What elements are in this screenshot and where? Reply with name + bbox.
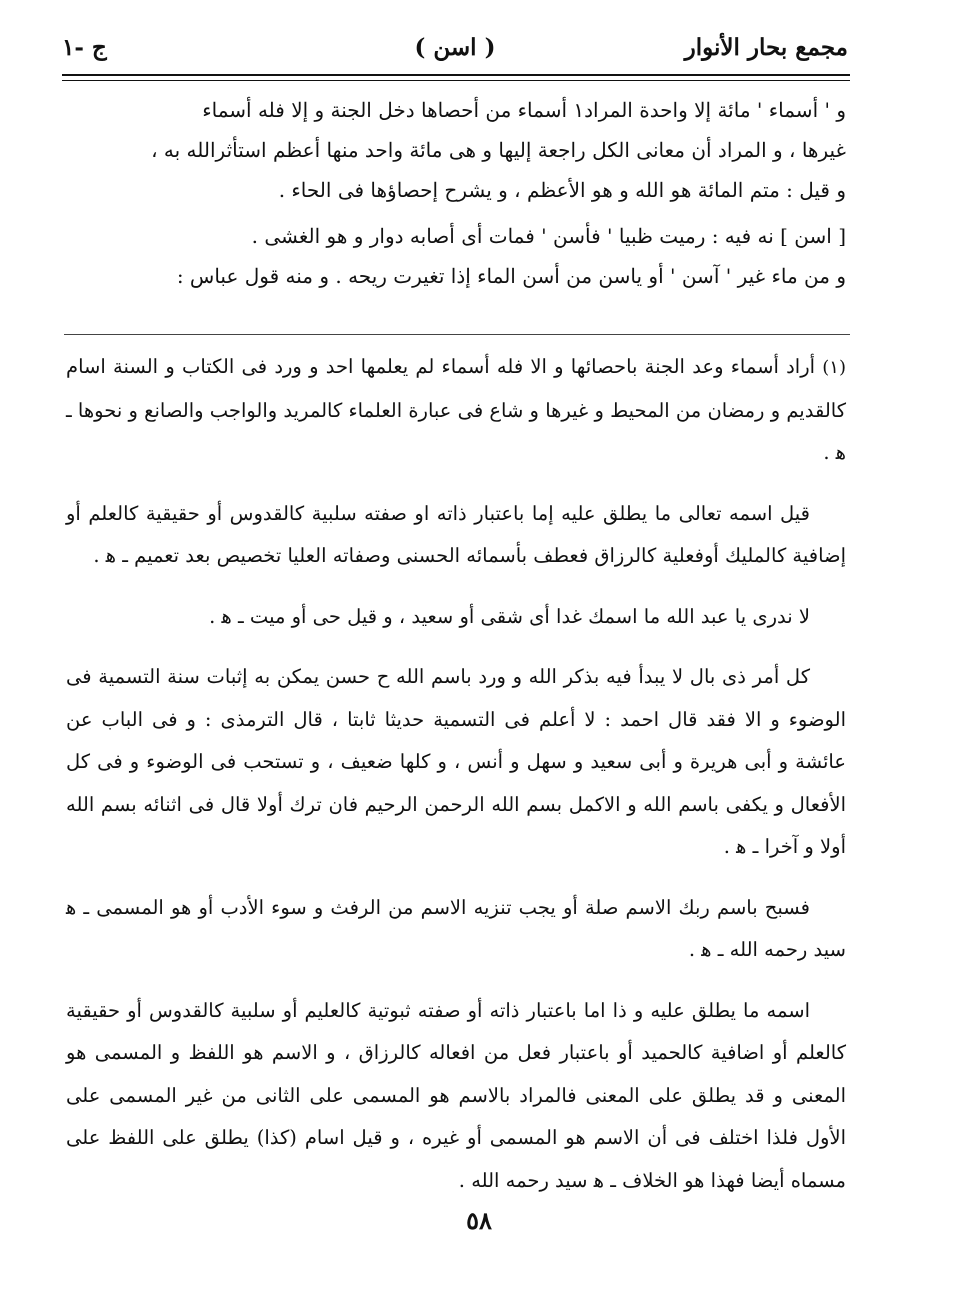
entry-ref: نه xyxy=(751,224,774,248)
footnote: فسبح باسم ربك الاسم صلة أو يجب تنزيه الاسم من الرفث و سوء الأدب أو هو المسمى ـ ﻫ سيد رحمه الله ـ ﻫ . xyxy=(66,895,846,961)
footnote-separator xyxy=(64,334,850,335)
footnote-number: (١) xyxy=(822,357,846,378)
entry-headword: [ اسن ] xyxy=(780,224,846,248)
entry-paragraph xyxy=(66,216,846,256)
main-line: و ' أسماء ' مائة إلا واحدة المراد١ أسماء من أحصاها دخل الجنة و إلا فله أسماء xyxy=(202,98,846,122)
volume-number: ج -١ xyxy=(62,34,107,61)
main-text xyxy=(66,90,846,296)
footnote xyxy=(66,346,846,475)
footnote: قيل اسمه تعالى ما يطلق عليه إما باعتبار ذاته او صفته سلبية كالقدوس أو حقيقية كالعلم أو إضافية كالمليك أوفعلية كالرزاق فعطف بأسمائه الحسنى وصفاته العليا تخصيص بعد تعميم ـ ﻫ . xyxy=(66,501,846,567)
main-line: فيه : رميت ظبيا ' فأسن ' فمات أى أصابه دوار و هو الغشى . xyxy=(251,224,752,248)
footnote: كل أمر ذى بال لا يبدأ فيه بذكر الله و ورد باسم الله ح حسن يمكن به إثبات سنة التسمية فى الوضوء و الا فقد قال احمد : لا أعلم فى التسمية حديثا ثابتا ، قال الترمذى : و فى الباب عن عائشة و أبى هريرة و أبى سعيد و سهل و أنس ، و كلها ضعيف ، و تستحب فى الوضوء و فى كل الأفعال و يكفى باسم الله و الاكمل بسم الله الرحمن الرحيم فان ترك أولا قال فى اثنائه بسم الله أولا و آخرا ـ ﻫ . xyxy=(66,665,846,858)
book-title: مجمع بحار الأنوار xyxy=(684,34,848,61)
main-line: و من ماء غير ' آسن ' أو ياسن من أسن الماء إذا تغيرت ريحه . و منه قول عباس : xyxy=(176,264,846,288)
footnotes xyxy=(66,346,846,1220)
footnote: اسمه ما يطلق عليه و ذا اما باعتبار ذاته أو صفته ثبوتية كالعليم أو سلبية كالقدوس أو حقيقية كالعلم أو اضافية كالحميد أو باعتبار فعل من افعاله كالرزاق ، و الاسم هو اللفظ و المسمى هو المعنى و قد يطلق على المعنى فالمراد بالاسم هو المسمى على الثانى من غير المسمى على الأول فلذا اختلف فى أن الاسم هو المسمى أو غيره ، و قيل اسام (كذا) يطلق على اللفظ على مسماه أيضا فهذا هو الخلاف ـ ﻫ سيد رحمه الله . xyxy=(66,998,846,1192)
main-line: و قيل : متم المائة هو الله و هو الأعظم ، و يشرح إحصاؤها فى الحاء . xyxy=(278,178,846,202)
running-header xyxy=(62,28,848,72)
footnote: لا ندرى يا عبد الله ما اسمك غدا أى شقى أو سعيد ، و قيل حى أو ميت ـ ﻫ . xyxy=(209,604,810,628)
header-rule-thin xyxy=(62,80,850,81)
main-line: غيرها ، و المراد أن معانى الكل راجعة إليها و هى مائة واحد منها أعظم استأثرالله به ، xyxy=(151,138,846,162)
header-rule-thick xyxy=(62,74,850,76)
page-number: ٥٨ xyxy=(466,1206,492,1235)
footnote-text: أراد أسماء وعد الجنة باحصائها و الا فله أسماء لم يعلمها احد و ورد فى الكتاب و السنة اسام كالقديم و رمضان من المحيط و غيرها و شاع فى عبارة العلماء كالمريد والواجب والصانع و نحوها ـ ﻫ . xyxy=(66,355,846,464)
root-word-heading: ( اسن ) xyxy=(414,34,496,61)
